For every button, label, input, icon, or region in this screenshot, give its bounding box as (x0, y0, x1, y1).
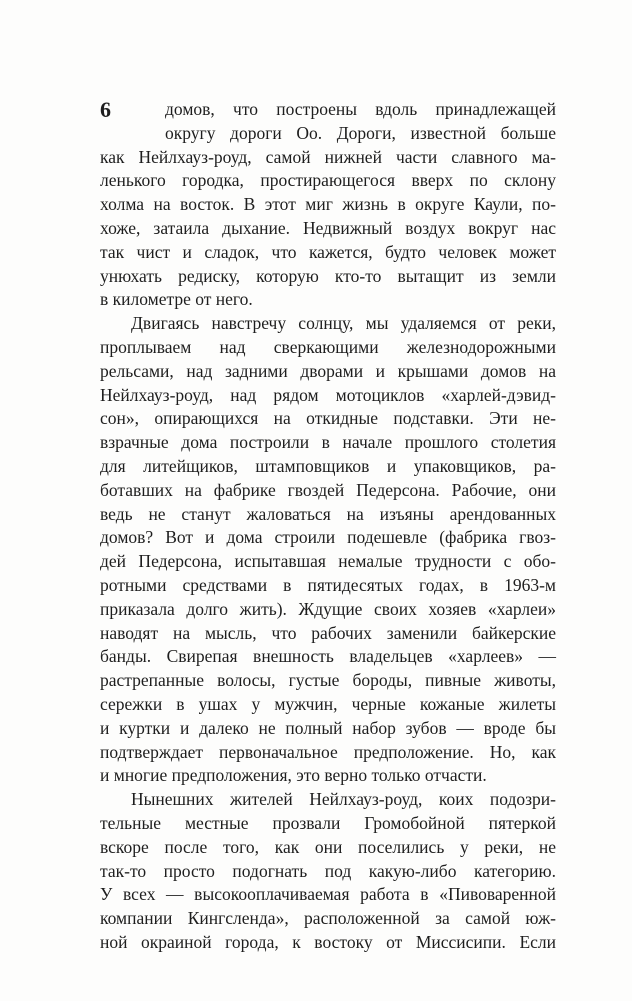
text-line: компании Кингсленда», расположенной за самой юж- (100, 908, 556, 929)
text-line: ведь не станут жаловаться на изъяны арендованных (100, 503, 556, 524)
text-line: так-то просто подогнать под какую-либо категорию. (100, 860, 556, 881)
text-line: ленького городка, простирающегося вверх по склону (100, 170, 556, 191)
text-line: проплываем над сверкающими железнодорожными (100, 336, 556, 357)
text-line: тельные местные прозвали Громобойной пятеркой (100, 812, 556, 833)
text-line: домов, что построены вдоль принадлежащей (165, 99, 556, 119)
text-line: унюхать редиску, которую кто-то вытащит из земли (100, 265, 556, 286)
page-number: 6 (100, 97, 111, 122)
text-line: взрачные дома построили в начале прошлого столетия (100, 432, 556, 453)
text-line: сережки в ушах у мужчин, черные кожаные жилеты (100, 693, 556, 714)
paragraph-1 (100, 98, 556, 312)
paragraph-2 (100, 312, 556, 788)
text-line: Двигаясь навстречу солнцу, мы удаляемся от реки, (131, 313, 556, 334)
text-line: наводят на мысль, что рабочих заменили байкерские (100, 622, 556, 643)
text-line: Нейлхауз-роуд, над рядом мотоциклов «харлей-дэвид- (100, 384, 556, 405)
text-line: банды. Свирепая внешность владельцев «харлеев» — (100, 646, 556, 667)
text-line: ротными средствами в пятидесятых годах, в 1963-м (100, 574, 556, 595)
text-line: рельсами, над задними дворами и крышами домов на (100, 360, 556, 381)
text-line: для литейщиков, штамповщиков и упаковщиков, ра- (100, 455, 556, 476)
text-line: и куртки и далеко не полный набор зубов — вроде бы (100, 717, 556, 738)
text-line: дей Педерсона, испытавшая немалые трудности с обо- (100, 551, 556, 572)
text-line: округу дороги Оо. Дороги, известной больше (165, 122, 556, 143)
text-line: растрепанные волосы, густые бороды, пивные животы, (100, 670, 556, 691)
text-line: сон», опирающихся на откидные подставки. Эти не- (100, 408, 556, 429)
text-line: хоже, затаила дыхание. Недвижный воздух вокруг нас (100, 217, 556, 238)
text-line: так чист и сладок, что кажется, будто человек может (100, 241, 556, 262)
text-line: холма на восток. В этот миг жизнь в округе Каули, по- (100, 194, 556, 215)
text-line: в километре от него. (100, 289, 253, 310)
text-line: вскоре после того, как они поселились у реки, не (100, 836, 556, 857)
text-line: как Нейлхауз-роуд, самой нижней части славного ма- (100, 146, 556, 167)
text-line: приказала долго жить). Ждущие своих хозяев «харлеи» (100, 598, 556, 619)
text-line: и многие предположения, это верно только отчасти. (100, 765, 487, 786)
text-line: ной окраиной города, к востоку от Миссисипи. Если (100, 931, 556, 952)
body-text (100, 98, 556, 955)
text-line: Нынешних жителей Нейлхауз-роуд, коих подозри- (131, 789, 556, 810)
text-line: подтверждает первоначальное предположение. Но, как (100, 741, 556, 762)
text-line: ботавших на фабрике гвоздей Педерсона. Рабочие, они (100, 479, 556, 500)
text-line: У всех — высокооплачиваемая работа в «Пивоваренной (100, 884, 556, 905)
text-line: домов? Вот и дома строили подешевле (фабрика гвоз- (100, 527, 556, 548)
paragraph-3 (100, 788, 556, 955)
